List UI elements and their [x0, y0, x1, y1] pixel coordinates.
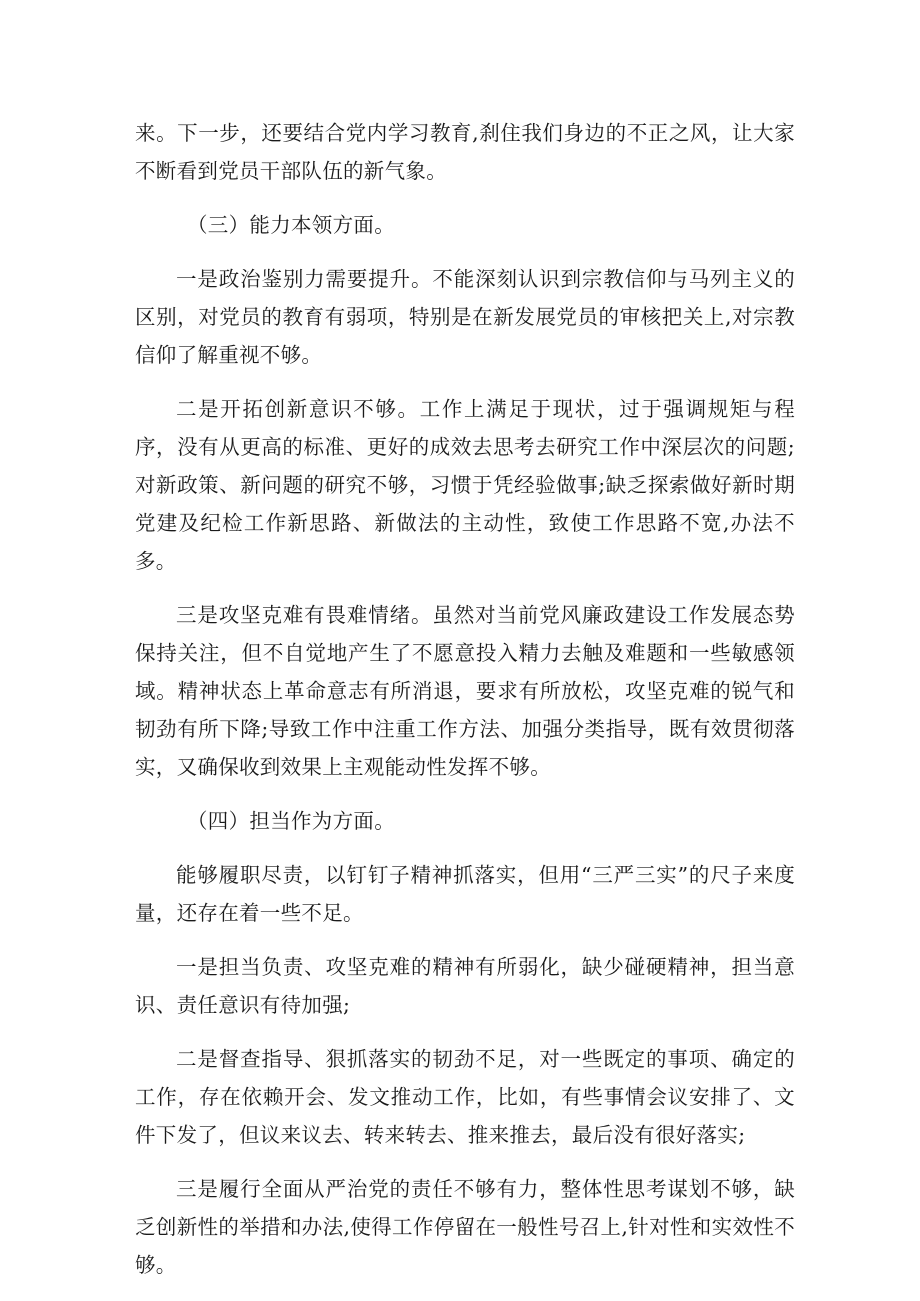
paragraph-continuation: 来。下一步，还要结合党内学习教育,刹住我们身边的不正之风，让大家不断看到党员干部队伍的新气象。 — [135, 121, 795, 183]
paragraph-innovation-awareness: 二是开拓创新意识不够。工作上满足于现状，过于强调规矩与程序，没有从更高的标准、更好的成效去思考去研究工作中深层次的问题;对新政策、新问题的研究不够，习惯于凭经验做事;缺乏探索做好新时期党建及纪检工作新思路、新做法的主动性，致使工作思路不宽,办法不多。 — [135, 397, 795, 573]
section-heading-three: （三）能力本领方面。 — [187, 213, 395, 237]
paragraph-overcoming-difficulties: 三是攻坚克难有畏难情绪。虽然对当前党风廉政建设工作发展态势保持关注，但不自觉地产生了不愿意投入精力去触及难题和一些敏感领域。精神状态上革命意志有所消退，要求有所放松，攻坚克难的锐气和韧劲有所下降;导致工作中注重工作方法、加强分类指导，既有效贯彻落实，又确保收到效果上主观能动性发挥不够。 — [135, 603, 795, 779]
paragraph-responsibility-two: 二是督查指导、狠抓落实的韧劲不足，对一些既定的事项、确定的工作，存在依赖开会、发文推动工作，比如，有些事情会议安排了、文件下发了，但议来议去、转来转去、推来推去，最后没有很好落实; — [135, 1047, 795, 1147]
paragraph-responsibility-one: 一是担当负责、攻坚克难的精神有所弱化，缺少碰硬精神，担当意识、责任意识有待加强; — [135, 955, 795, 1017]
paragraph-responsibility-intro: 能够履职尽责，以钉钉子精神抓落实，但用“三严三实”的尺子来度量，还存在着一些不足。 — [135, 863, 795, 925]
paragraph-political-discernment: 一是政治鉴别力需要提升。不能深刻认识到宗教信仰与马列主义的区别，对党员的教育有弱项，特别是在新发展党员的审核把关上,对宗教信仰了解重视不够。 — [135, 267, 795, 367]
document-body — [135, 114, 795, 1300]
paragraph-responsibility-three: 三是履行全面从严治党的责任不够有力，整体性思考谋划不够，缺乏创新性的举措和办法,使得工作停留在一般性号召上,针对性和实效性不够。 — [135, 1177, 795, 1277]
section-heading-four: （四）担当作为方面。 — [187, 809, 395, 833]
